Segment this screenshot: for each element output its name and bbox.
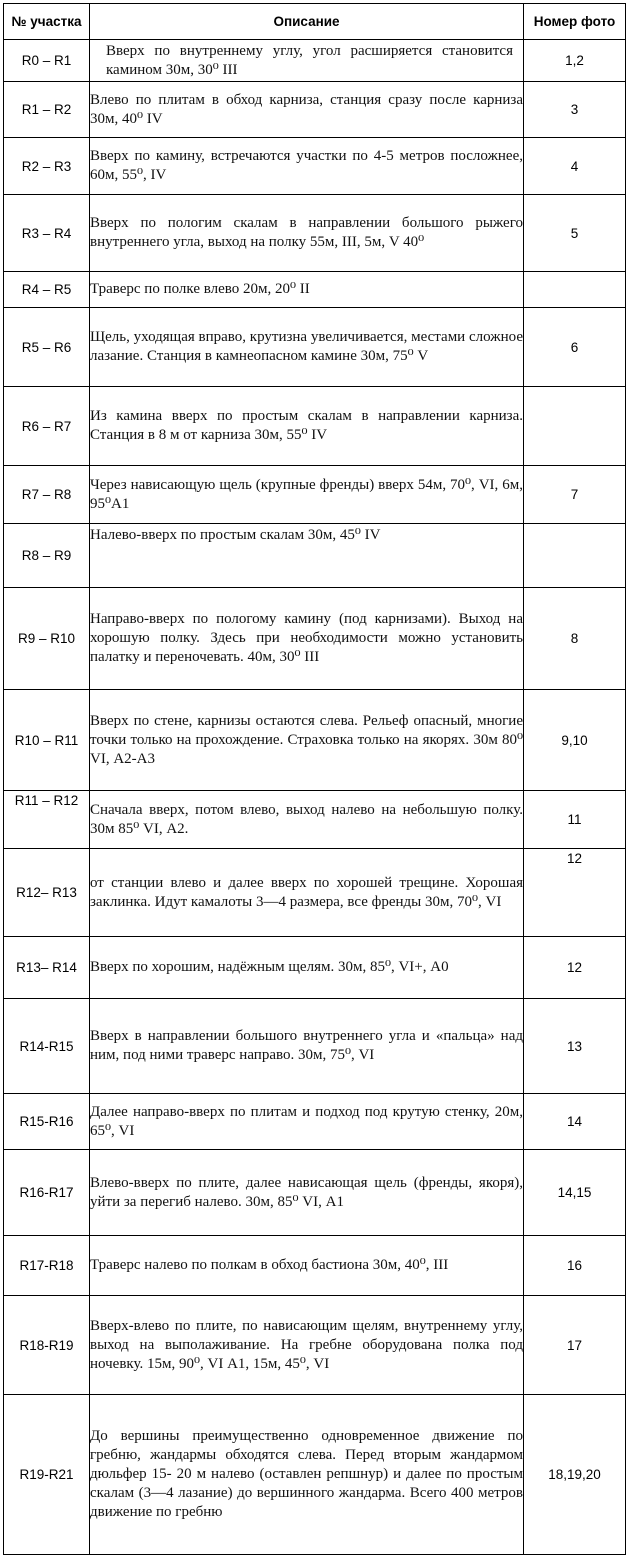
description-cell — [90, 1094, 524, 1150]
description-text: Далее направо-вверх по плитам и подход под крутую стенку, 20м, 65⁰, VI — [90, 1103, 523, 1139]
description-text: Влево по плитам в обход карниза, станция сразу после карниза 30м, 40⁰ IV — [90, 91, 523, 127]
segment-cell: R7 – R8 — [4, 466, 90, 524]
segment-cell: R9 – R10 — [4, 588, 90, 690]
description-text: Вверх по камину, встречаются участки по 4-5 метров посложнее, 60м, 55⁰, IV — [90, 148, 523, 183]
description-text: Вверх-влево по плите, по нависающим щелям, внутреннему углу, выход на выполаживание. На гребне оборудована полка под ночевку. 15м, 90⁰, VI А1, 15м, 45⁰, VI — [90, 1317, 523, 1372]
table-row — [4, 690, 626, 791]
segment-cell: R5 – R6 — [4, 308, 90, 387]
description-text: Траверс по полке влево 20м, 20⁰ II — [90, 281, 310, 297]
photo-cell: 12 — [524, 849, 626, 937]
photo-cell — [524, 272, 626, 308]
table-row — [4, 1395, 626, 1555]
description-text: Через нависающую щель (крупные френды) вверх 54м, 70⁰, VI, 6м, 95⁰А1 — [90, 476, 523, 512]
description-cell — [90, 387, 524, 466]
table-row — [4, 791, 626, 849]
photo-cell: 13 — [524, 999, 626, 1094]
header-description: Описание — [90, 4, 524, 40]
photo-cell: 6 — [524, 308, 626, 387]
segment-cell: R1 – R2 — [4, 82, 90, 138]
description-cell — [90, 1296, 524, 1395]
table-row — [4, 999, 626, 1094]
photo-cell: 17 — [524, 1296, 626, 1395]
segment-cell: R14-R15 — [4, 999, 90, 1094]
photo-cell: 12 — [524, 937, 626, 999]
header-segment: № участка — [4, 4, 90, 40]
segment-cell: R6 – R7 — [4, 387, 90, 466]
segment-cell: R3 – R4 — [4, 195, 90, 272]
segment-cell: R4 – R5 — [4, 272, 90, 308]
table-row — [4, 849, 626, 937]
segment-cell: R15-R16 — [4, 1094, 90, 1150]
description-cell — [90, 1395, 524, 1555]
description-cell — [90, 40, 524, 82]
photo-cell: 11 — [524, 791, 626, 849]
table-row — [4, 937, 626, 999]
header-row — [4, 4, 626, 40]
photo-cell: 14 — [524, 1094, 626, 1150]
description-text: Вверх в направлении большого внутреннего угла и «пальца» над ним, под ними траверс направо. 30м, 75⁰, VI — [90, 1028, 523, 1063]
description-cell — [90, 195, 524, 272]
description-cell — [90, 937, 524, 999]
segment-cell: R12– R13 — [4, 849, 90, 937]
table-row — [4, 1296, 626, 1395]
description-text: Налево-вверх по простым скалам 30м, 45⁰ IV — [90, 527, 381, 543]
photo-cell: 1,2 — [524, 40, 626, 82]
description-cell — [90, 308, 524, 387]
table-row — [4, 308, 626, 387]
segment-cell: R17-R18 — [4, 1236, 90, 1296]
description-text: Из камина вверх по простым скалам в направлении карниза. Станция в 8 м от карниза 30м, 55⁰ IV — [90, 408, 523, 443]
header-photo: Номер фото — [524, 4, 626, 40]
photo-cell: 7 — [524, 466, 626, 524]
description-text: До вершины преимущественно одновременное движение по гребню, жандармы обходятся слева. Перед вторым жандармом дюльфер 15- 20 м налево (оставлен репшнур) и далее по простым скалам (3—4 лазание) до вершинного жандарма. Всего 400 метров движение по гребню — [90, 1428, 523, 1520]
segment-cell: R19-R21 — [4, 1395, 90, 1555]
segment-cell: R8 – R9 — [4, 524, 90, 588]
photo-cell: 3 — [524, 82, 626, 138]
description-cell — [90, 466, 524, 524]
description-cell — [90, 791, 524, 849]
table-row — [4, 82, 626, 138]
description-text: Щель, уходящая вправо, крутизна увеличивается, местами сложное лазание. Станция в камнеопасном камине 30м, 75⁰ V — [90, 329, 523, 364]
route-table — [3, 3, 626, 1555]
description-text: Вверх по стене, карнизы остаются слева. Рельеф опасный, многие точки только на прохождение. Страховка только на якорях. 30м 80⁰ VI, А2-А3 — [90, 712, 523, 767]
photo-cell: 4 — [524, 138, 626, 195]
description-cell — [90, 849, 524, 937]
description-text: Вверх по внутреннему углу, угол расширяется становится камином 30м, 30⁰ III — [106, 42, 513, 78]
photo-cell: 9,10 — [524, 690, 626, 791]
description-cell — [90, 588, 524, 690]
description-cell — [90, 82, 524, 138]
segment-cell: R16-R17 — [4, 1150, 90, 1236]
segment-cell: R0 – R1 — [4, 40, 90, 82]
table-row — [4, 524, 626, 588]
description-text: Влево-вверх по плите, далее нависающая щель (френды, якоря), уйти за перегиб налево. 30м, 85⁰ VI, А1 — [90, 1174, 523, 1210]
table-row — [4, 1094, 626, 1150]
description-cell — [90, 690, 524, 791]
description-text: Вверх по хорошим, надёжным щелям. 30м, 85⁰, VI+, А0 — [90, 959, 449, 975]
description-cell — [90, 272, 524, 308]
description-cell — [90, 1150, 524, 1236]
description-cell — [90, 138, 524, 195]
photo-cell — [524, 524, 626, 588]
photo-cell: 5 — [524, 195, 626, 272]
table-row — [4, 387, 626, 466]
table-row — [4, 272, 626, 308]
photo-cell: 14,15 — [524, 1150, 626, 1236]
table-row — [4, 588, 626, 690]
description-text: Сначала вверх, потом влево, выход налево на небольшую полку. 30м 85⁰ VI, А2. — [90, 801, 523, 837]
table-row — [4, 195, 626, 272]
description-text: Направо-вверх по пологому камину (под карнизами). Выход на хорошую полку. Здесь при необходимости можно установить палатку и переночевать. 40м, 30⁰ III — [90, 611, 523, 665]
photo-cell: 16 — [524, 1236, 626, 1296]
segment-cell: R18-R19 — [4, 1296, 90, 1395]
description-cell — [90, 999, 524, 1094]
table-row — [4, 466, 626, 524]
table-row — [4, 1236, 626, 1296]
segment-cell: R13– R14 — [4, 937, 90, 999]
description-cell — [90, 524, 524, 588]
photo-cell — [524, 387, 626, 466]
photo-cell: 18,19,20 — [524, 1395, 626, 1555]
table-row — [4, 138, 626, 195]
description-text: Вверх по пологим скалам в направлении большого рыжего внутреннего угла, выход на полку 55м, III, 5м, V 40⁰ — [90, 215, 523, 250]
table-row — [4, 40, 626, 82]
photo-cell: 8 — [524, 588, 626, 690]
description-text: от станции влево и далее вверх по хорошей трещине. Хорошая заклинка. Идут камалоты 3—4 размера, все френды 30м, 70⁰, VI — [90, 874, 523, 910]
table-row — [4, 1150, 626, 1236]
description-cell — [90, 1236, 524, 1296]
segment-cell: R2 – R3 — [4, 138, 90, 195]
segment-cell: R10 – R11 — [4, 690, 90, 791]
segment-cell: R11 – R12 — [4, 791, 90, 849]
description-text: Траверс налево по полкам в обход бастиона 30м, 40⁰, III — [90, 1257, 449, 1273]
